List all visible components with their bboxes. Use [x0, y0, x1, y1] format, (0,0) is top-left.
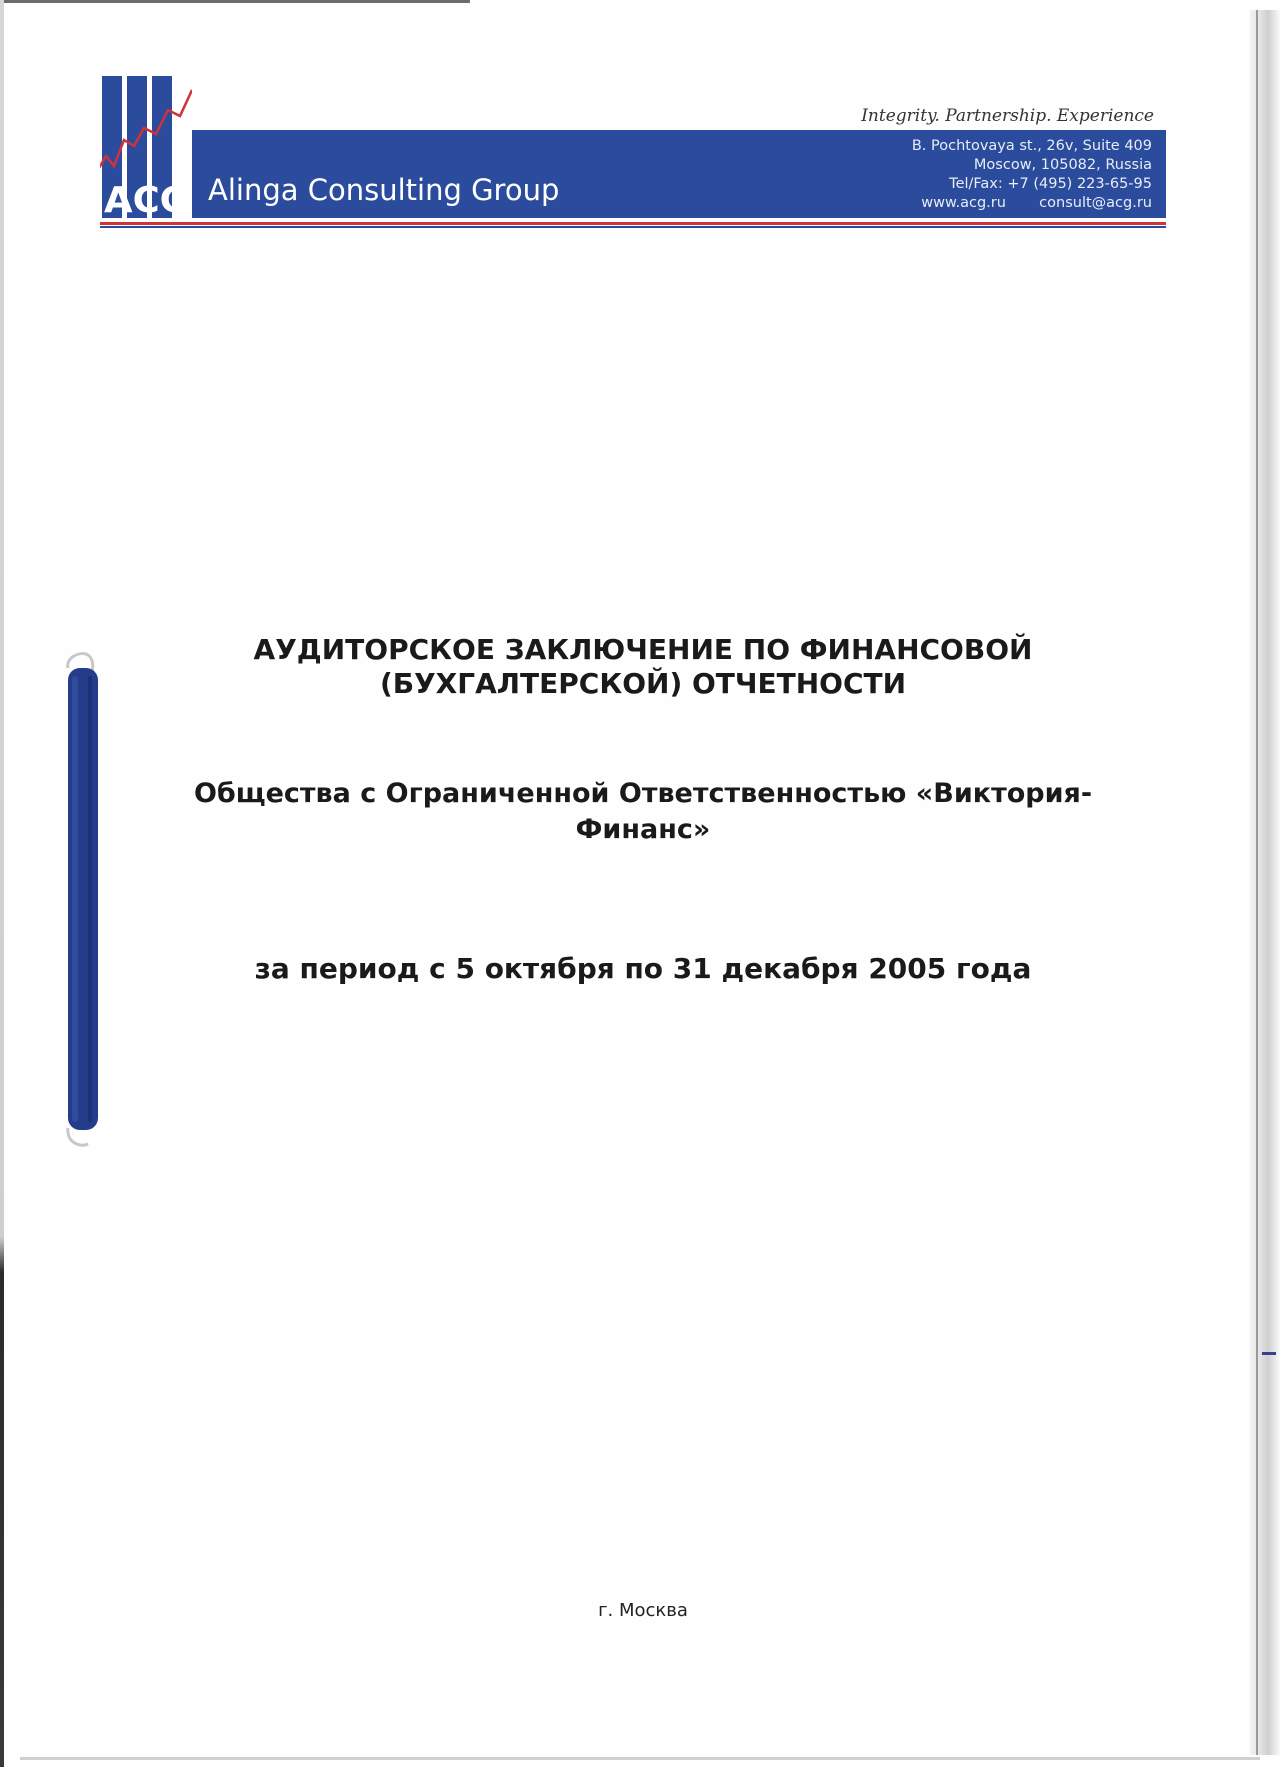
scan-edge-left	[0, 0, 4, 1767]
binding-ribbon	[62, 650, 106, 1150]
address-line-2: Moscow, 105082, Russia	[973, 157, 1152, 173]
scan-edge-right-line	[1256, 10, 1258, 1755]
page-edge-mark	[1262, 1352, 1276, 1355]
email-link[interactable]: consult@acg.ru	[1039, 195, 1152, 211]
logo-text: ACG	[104, 180, 190, 218]
organization-name: Общества с Ограниченной Ответственностью «Виктория-Финанс»	[193, 778, 1093, 845]
scan-edge-top	[0, 0, 470, 3]
scan-edge-right	[1250, 10, 1280, 1755]
company-name: Alinga Consulting Group	[208, 173, 560, 207]
web-row	[912, 194, 1152, 213]
website-link[interactable]: www.acg.ru	[921, 195, 1006, 211]
letterhead	[100, 72, 1166, 232]
city: г. Москва	[598, 1600, 688, 1621]
reporting-period: за период с 5 октября по 31 декабря 2005 года	[254, 952, 1032, 985]
tagline: Integrity. Partnership. Experience	[861, 106, 1154, 126]
address-line-1: B. Pochtovaya st., 26v, Suite 409	[911, 138, 1152, 154]
header-rule-red	[100, 222, 1166, 225]
acg-logo	[100, 76, 192, 218]
document-title: АУДИТОРСКОЕ ЗАКЛЮЧЕНИЕ ПО ФИНАНСОВОЙ (БУХГАЛТЕРСКОЙ) ОТЧЕТНОСТИ	[253, 633, 1033, 700]
header-rule-blue	[100, 226, 1166, 228]
contact-block	[912, 137, 1152, 213]
phone: Tel/Fax: +7 (495) 223-65-95	[949, 176, 1152, 192]
scan-edge-bottom	[20, 1757, 1260, 1760]
